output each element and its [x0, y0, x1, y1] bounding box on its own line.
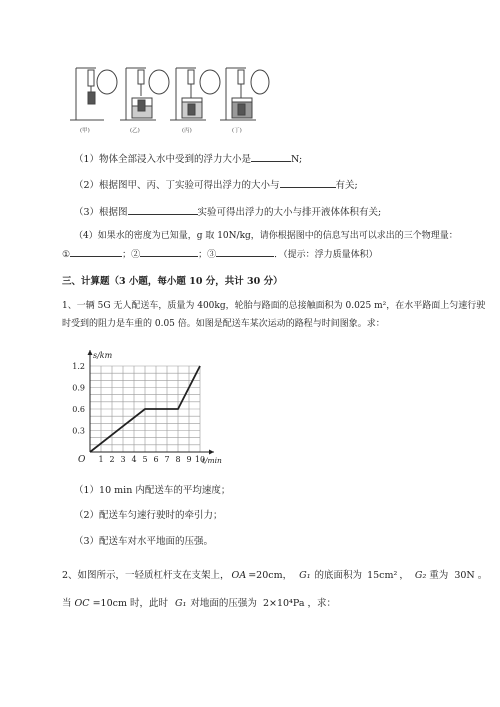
buoyancy-part-4 — [74, 230, 458, 242]
q2-oc: OC — [74, 598, 90, 609]
answer-blank-4a[interactable] — [70, 247, 122, 257]
q2-weight-label: 重为 — [429, 570, 449, 581]
section-heading: 三、计算题（3 小题，每小题 10 分，共计 30 分） — [62, 276, 283, 287]
q1-sub-3: （3）配送车对水平地面的压强。 — [74, 536, 214, 547]
q2-comma: ， — [399, 570, 409, 581]
caption-4: (丁) — [232, 128, 242, 134]
distance-time-chart — [64, 338, 244, 470]
q1-sub-2: （2）配送车匀速行驶时的牵引力； — [74, 510, 223, 521]
q2-line1 — [62, 570, 487, 582]
x-tick-label: 4 — [131, 455, 137, 464]
x-tick-label: 3 — [120, 455, 126, 464]
q2-period: 。 — [477, 570, 488, 581]
part2-text: （2）根据图甲、丙、丁实验可得出浮力的大小与 — [74, 180, 280, 191]
x-tick-label: 8 — [175, 455, 181, 464]
part3-end: 实验可得出浮力的大小与排开液体体积有关; — [197, 207, 382, 218]
part4-hint: ．（提示：浮力质量体积） — [274, 250, 378, 260]
x-axis-arrow — [209, 450, 214, 455]
y-tick-label: 0.6 — [72, 405, 85, 414]
part4-label-c: ；③ — [198, 250, 217, 260]
buoyancy-part-2 — [74, 178, 358, 192]
part4-text: （4）如果水的密度为已知量，g 取 10N/kg，请你根据图中的信息写出可以求出的三个物理量： — [74, 231, 458, 241]
caption-3: (丙) — [182, 128, 192, 134]
part3-text: （3）根据图 — [74, 207, 128, 218]
answer-blank-4b[interactable] — [140, 247, 198, 257]
x-tick-label: 9 — [186, 455, 192, 464]
part4-label-a: ① — [62, 250, 71, 260]
q1-text-line1: 1、一辆 5G 无人配送车，质量为 400kg，轮胎与路面的总接触面积为 0.025 m²，在水平路面上匀速行驶 — [62, 301, 486, 311]
y-axis-arrow — [88, 350, 93, 355]
q2-g1-b: G₁ — [175, 598, 187, 609]
x-tick-label: 6 — [153, 455, 159, 464]
answer-blank-4c[interactable] — [216, 247, 274, 257]
part1-unit: N; — [291, 154, 303, 165]
caption-2: (乙) — [130, 128, 140, 134]
part1-text: （1）物体全部浸入水中受到的浮力大小是 — [74, 154, 252, 165]
x-axis-label: t/min — [202, 456, 222, 465]
y-axis-label: s/km — [93, 351, 113, 360]
x-tick-label: 5 — [142, 455, 148, 464]
caption-1: (甲) — [80, 128, 90, 134]
origin-label: O — [78, 455, 86, 465]
q2-area-value: 15cm² — [367, 570, 398, 581]
q2-oc-value: =10cm 时，此时 — [92, 598, 168, 609]
q2-when: 当 — [62, 598, 72, 609]
q2-pressure-label: 对地面的压强为 — [190, 598, 257, 609]
q2-oa: OA — [231, 570, 247, 581]
q2-g2: G₂ — [414, 570, 427, 581]
q2-intro: 2、如图所示，一轻质杠杆支在支架上， — [62, 570, 230, 581]
q2-pressure-value: 2×10⁴Pa — [262, 598, 305, 609]
q2-oa-value: =20cm， — [248, 570, 293, 581]
q1-sub-1: （1）10 min 内配送车的平均速度； — [74, 485, 231, 496]
answer-blank-3[interactable] — [128, 205, 198, 215]
x-tick-label: 1 — [98, 455, 104, 464]
q2-weight-value: 30N — [454, 570, 475, 581]
q2-g1: G₁ — [299, 570, 311, 581]
y-tick-label: 0.9 — [72, 383, 85, 393]
part2-end: 有关; — [335, 180, 358, 191]
q1-text-line2: 时受到的阻力是车重的 0.05 倍。如图是配送车某次运动的路程与时间图象。求： — [62, 319, 385, 329]
q2-ask: ，求： — [307, 598, 337, 609]
buoyancy-part-3 — [74, 205, 381, 219]
answer-blank-1[interactable] — [251, 152, 291, 162]
x-tick-label: 2 — [109, 455, 115, 464]
q2-line2 — [62, 598, 336, 610]
x-tick-label: 10 — [194, 455, 206, 464]
buoyancy-part-1 — [74, 152, 302, 166]
y-tick-label: 0.3 — [72, 426, 85, 436]
answer-blank-2[interactable] — [280, 178, 336, 188]
buoyancy-apparatus-figure — [70, 62, 270, 134]
buoyancy-part-4-answers — [62, 247, 378, 261]
y-tick-label: 1.2 — [72, 362, 85, 371]
x-tick-label: 7 — [164, 455, 170, 464]
part4-label-b: ；② — [122, 250, 141, 260]
q2-area-label: 的底面积为 — [314, 570, 363, 581]
